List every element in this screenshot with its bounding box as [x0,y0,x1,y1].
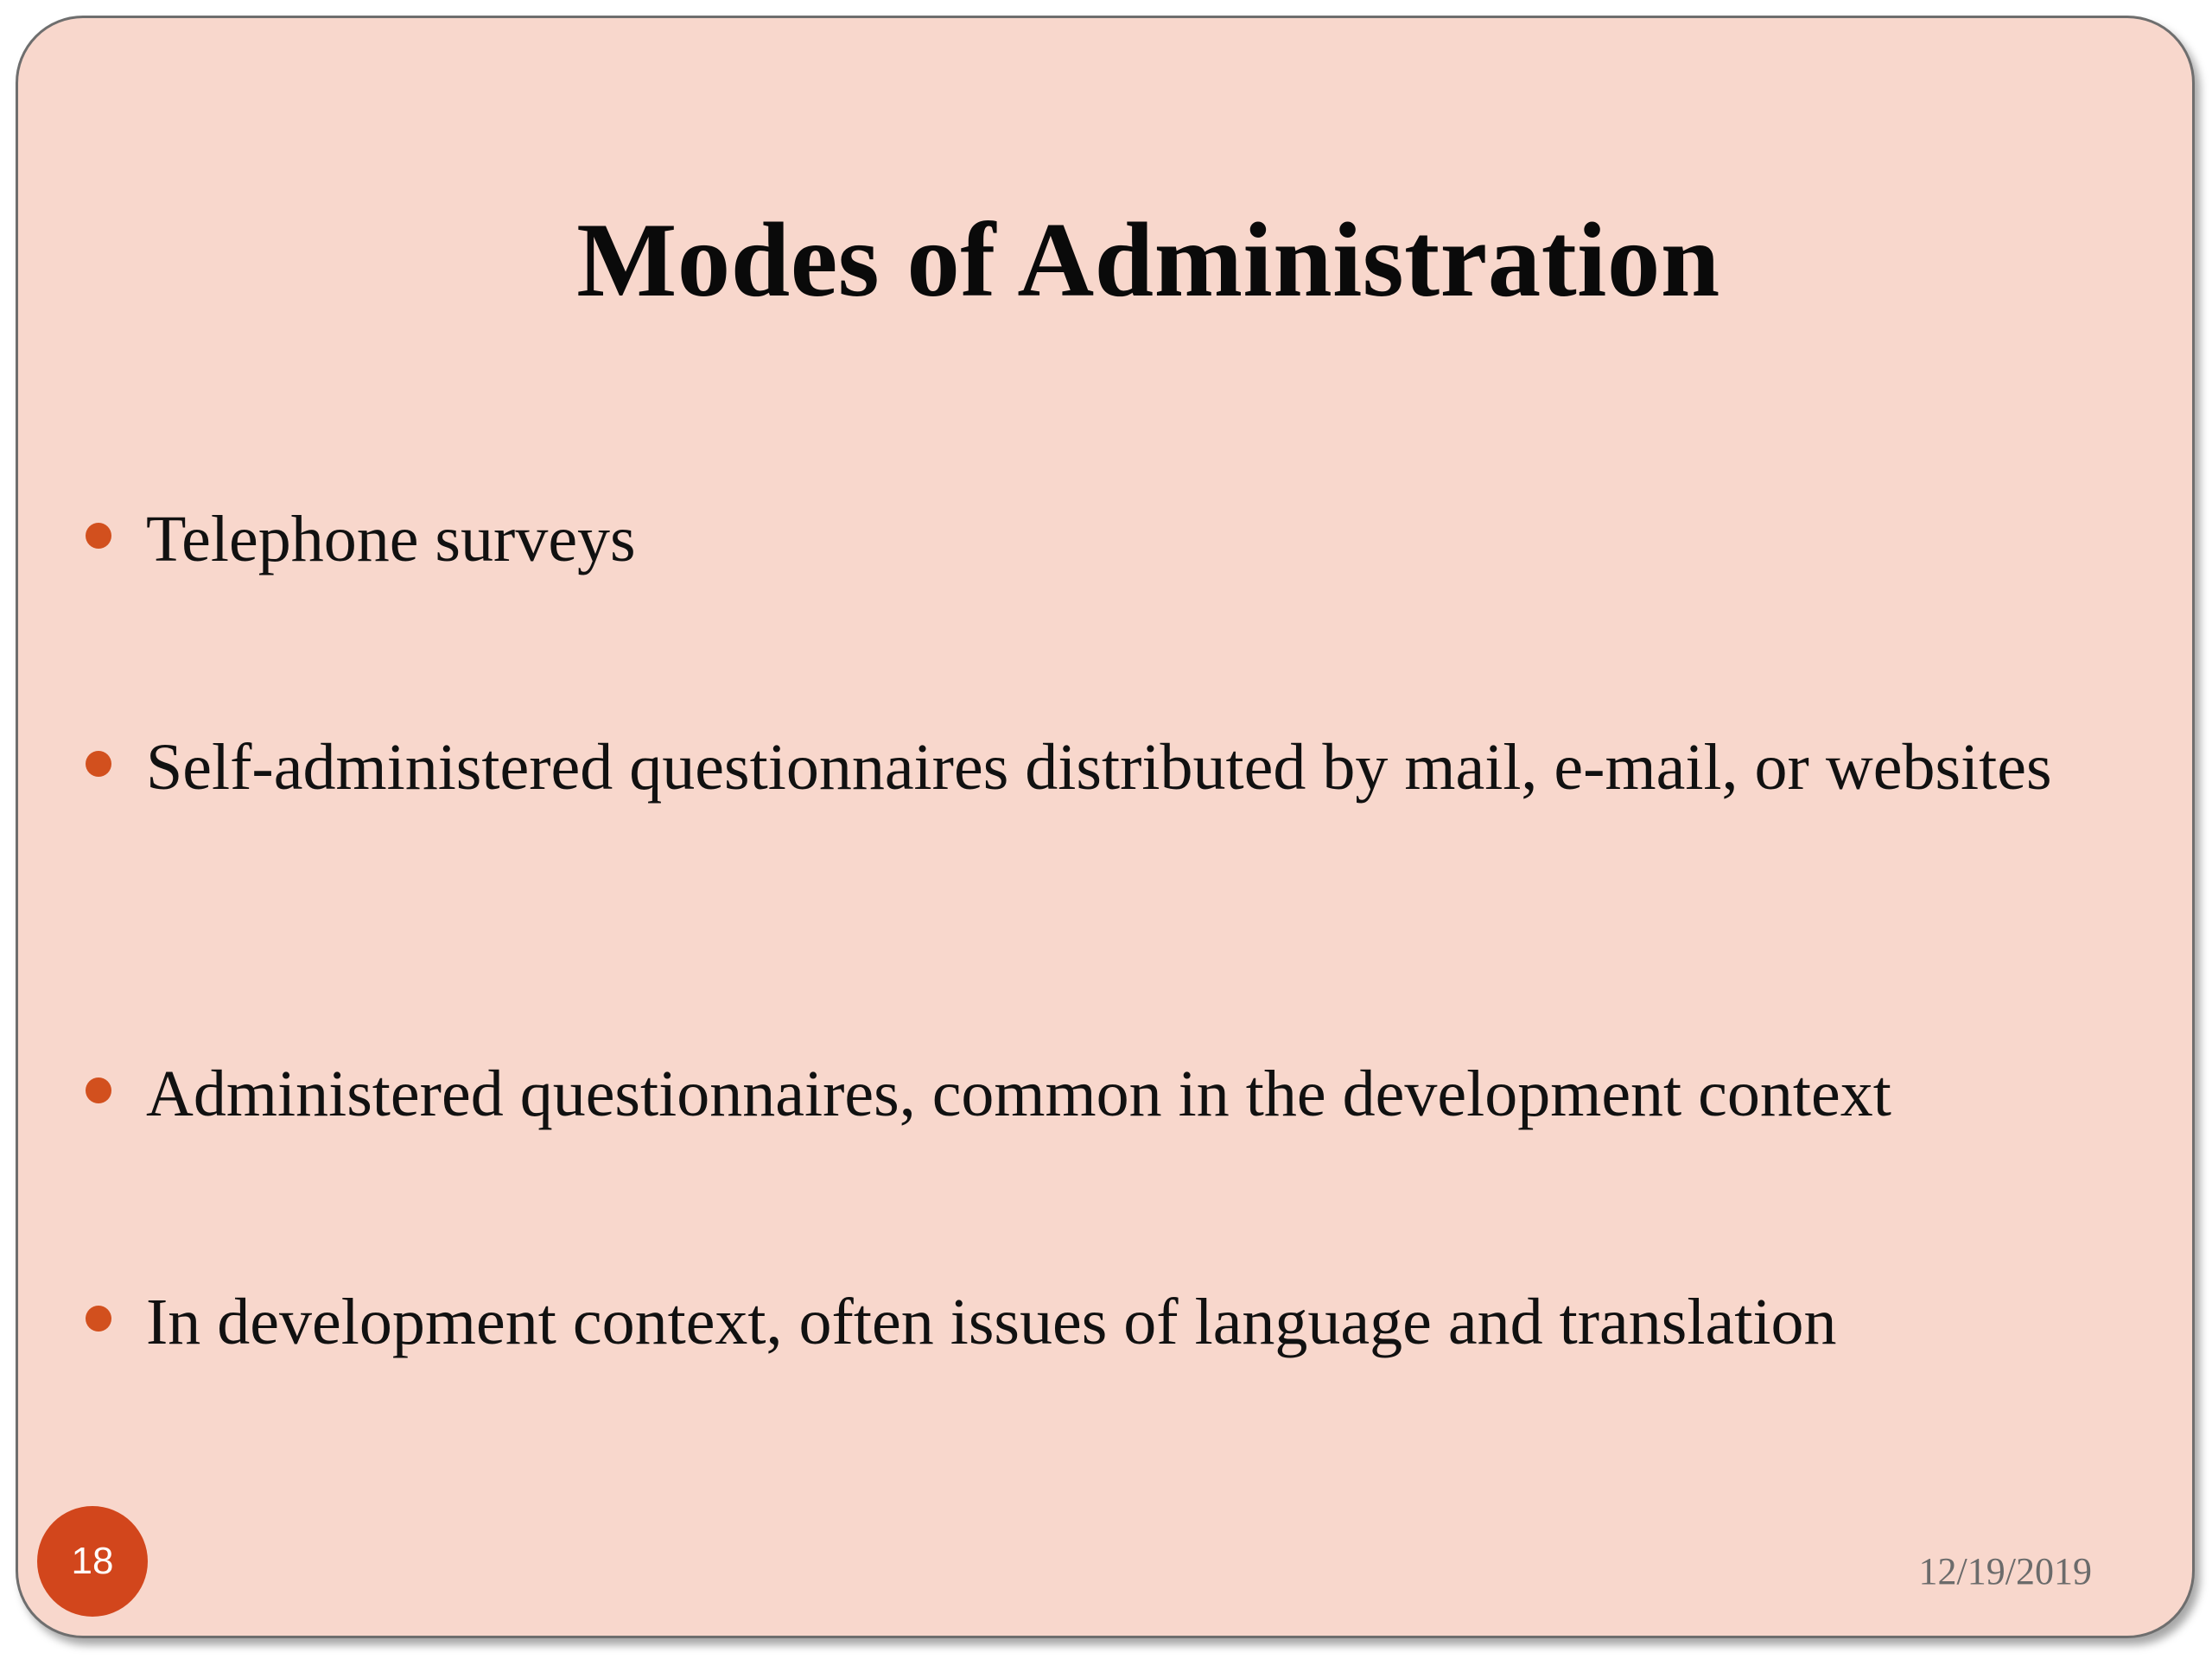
bullet-item-2: Self-administered questionnaires distributed by mail, e-mail, or websites [146,731,2052,804]
slide-canvas [16,16,2195,1638]
slide-title: Modes of Administration [576,200,1720,319]
bullet-icon [86,1306,111,1332]
bullet-item-3: Administered questionnaires, common in the development context [146,1058,1891,1130]
bullet-icon [86,751,111,777]
slide-number-badge: 18 [37,1506,148,1617]
slide-date: 12/19/2019 [1918,1550,2092,1592]
bullet-list [18,18,2195,1638]
bullet-icon [86,1077,111,1103]
bullet-item-4: In development context, often issues of language and translation [146,1286,1837,1358]
bullet-item-1: Telephone surveys [146,503,636,575]
bullet-icon [86,523,111,549]
